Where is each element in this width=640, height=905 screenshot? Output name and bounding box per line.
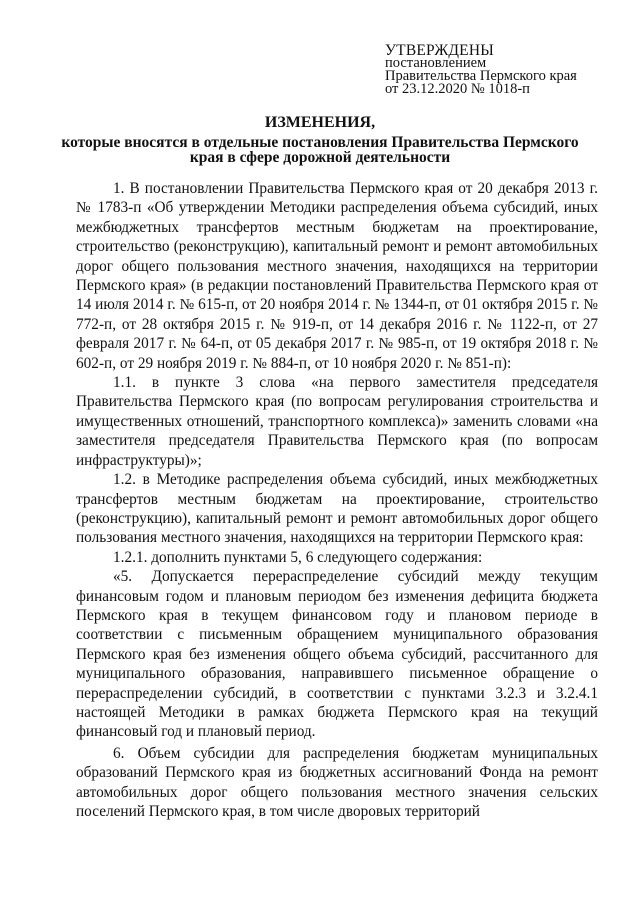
- document-title: ИЗМЕНЕНИЯ,: [264, 114, 376, 131]
- approval-line: постановлением: [385, 55, 487, 71]
- paragraph-6: 6. Объем субсидии для распределения бюджетам муниципальных образований Пермского края из бюджетных ассигнований Фонда на ремонт автомобильных дорог общего пользования местного значения сельских поселений Пермского края, в том числе дворовых территорий: [76, 744, 598, 820]
- paragraph-5: «5. Допускается перераспределение субсидий между текущим финансовым годом и плановым периодом без изменения дефицита бюджета Пермского края в текущем финансовом году и плановом периоде в соответствии с письменным обращением муниципального образования Пермского края без изменения общего объема субсидий, рассчитанного для муниципального образования, направившего письменное обращение о перераспределении субсидий, в соответствии с пунктами 3.2.3 и 3.2.4.1 настоящей Методики в рамках бюджета Пермского края на текущий финансовый год и плановый период.: [76, 568, 598, 741]
- approval-line: Правительства Пермского края: [385, 68, 577, 84]
- paragraph-1-2-1: 1.2.1. дополнить пунктами 5, 6 следующего содержания:: [113, 548, 483, 566]
- paragraph-1-1: 1.1. в пункте 3 слова «на первого заместителя председателя Правительства Пермского края (по вопросам регулирования строительства и имущественных отношений, транспортного комплекса)» заменить словами «на заместителя председателя Правительства Пермского края (по вопросам инфраструктуры)»;: [76, 374, 598, 469]
- document-body: [76, 179, 598, 821]
- approval-heading: УТВЕРЖДЕНЫ: [385, 42, 494, 59]
- paragraph-1: 1. В постановлении Правительства Пермского края от 20 декабря 2013 г. № 1783-п «Об утверждении Методики распределения объема субсидий, иных межбюджетных трансфертов местным бюджетам на проектирование, строительство (реконструкцию), капитальный ремонт и ремонт автомобильных дорог общего пользования местного значения, находящихся на территории Пермского края» (в редакции постановлений Правительства Пермского края от 14 июля 2014 г. № 615-п, от 20 ноября 2014 г. № 1344-п, от 01 октября 2015 г. № 772-п, от 28 октября 2015 г. № 919-п, от 14 декабря 2016 г. № 1122-п, от 27 февраля 2017 г. № 64-п, от 05 декабря 2017 г. № 985-п, от 19 октября 2018 г. № 602-п, от 29 ноября 2019 г. № 884-п, от 10 ноября 2020 г. № 851-п):: [76, 180, 598, 372]
- paragraph-1-2: 1.2. в Методике распределения объема субсидий, иных межбюджетных трансфертов местным бюджетам на проектирование, строительство (реконструкцию), капитальный ремонт и ремонт автомобильных дорог общего пользования местного значения, находящихся на территории Пермского края:: [76, 471, 598, 547]
- document-subtitle: которые вносятся в отдельные постановления Правительства Пермского края в сфере дорожной деятельности: [61, 134, 579, 166]
- approval-date-number: от 23.12.2020 № 1018-п: [385, 81, 530, 97]
- approval-stamp: [385, 44, 577, 96]
